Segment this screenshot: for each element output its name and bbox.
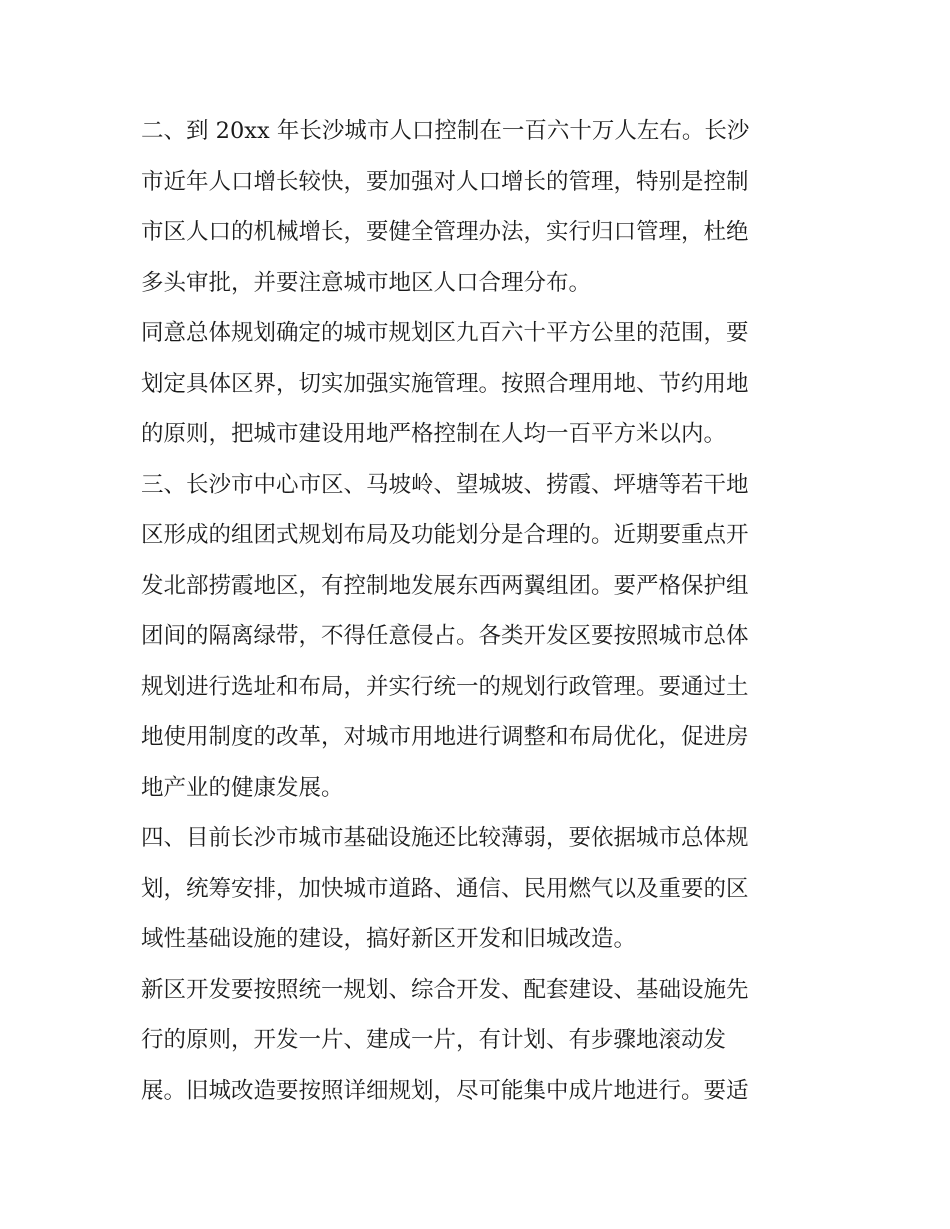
text-line: 市区人口的机械增长，要健全管理办法，实行归口管理，杜绝: [141, 219, 749, 245]
text-line: 市近年人口增长较快，要加强对人口增长的管理，特别是控制: [141, 168, 749, 195]
text-line: 二、到 20xx 年长沙城市人口控制在一百六十万人左右。长沙: [141, 118, 750, 144]
text-line: 团间的隔离绿带，不得任意侵占。各类开发区要按照城市总体: [141, 623, 749, 649]
text-line: 多头审批，并要注意城市地区人口合理分布。: [141, 269, 592, 296]
text-line: 展。旧城改造要按照详细规划，尽可能集中成片地进行。要适: [141, 1077, 749, 1104]
text-line: 域性基础设施的建设，搞好新区开发和旧城改造。: [141, 926, 637, 952]
text-line: 地产业的健康发展。: [141, 774, 344, 801]
text-line: 三、长沙市中心市区、马坡岭、望城坡、捞霞、坪塘等若干地: [141, 471, 749, 498]
text-line: 发北部捞霞地区，有控制地发展东西两翼组团。要严格保护组: [141, 572, 749, 599]
text-line: 的原则，把城市建设用地严格控制在人均一百平方米以内。: [141, 421, 727, 447]
text-line: 划，统筹安排，加快城市道路、通信、民用燃气以及重要的区: [141, 875, 749, 902]
body-text: [141, 106, 821, 1116]
text-line: 新区开发要按照统一规划、综合开发、配套建设、基础设施先: [141, 976, 749, 1003]
text-line: 区形成的组团式规划布局及功能划分是合理的。近期要重点开: [141, 522, 749, 548]
text-line: 四、目前长沙市城市基础设施还比较薄弱，要依据城市总体规: [141, 825, 749, 851]
text-line: 划定具体区界，切实加强实施管理。按照合理用地、节约用地: [141, 370, 749, 397]
text-line: 规划进行选址和布局，并实行统一的规划行政管理。要通过土: [141, 673, 749, 700]
text-line: 同意总体规划确定的城市规划区九百六十平方公里的范围，要: [141, 320, 749, 346]
text-line: 地使用制度的改革，对城市用地进行调整和布局优化，促进房: [141, 724, 749, 750]
text-line: 行的原则，开发一片、建成一片，有计划、有步骤地滚动发: [141, 1027, 727, 1053]
